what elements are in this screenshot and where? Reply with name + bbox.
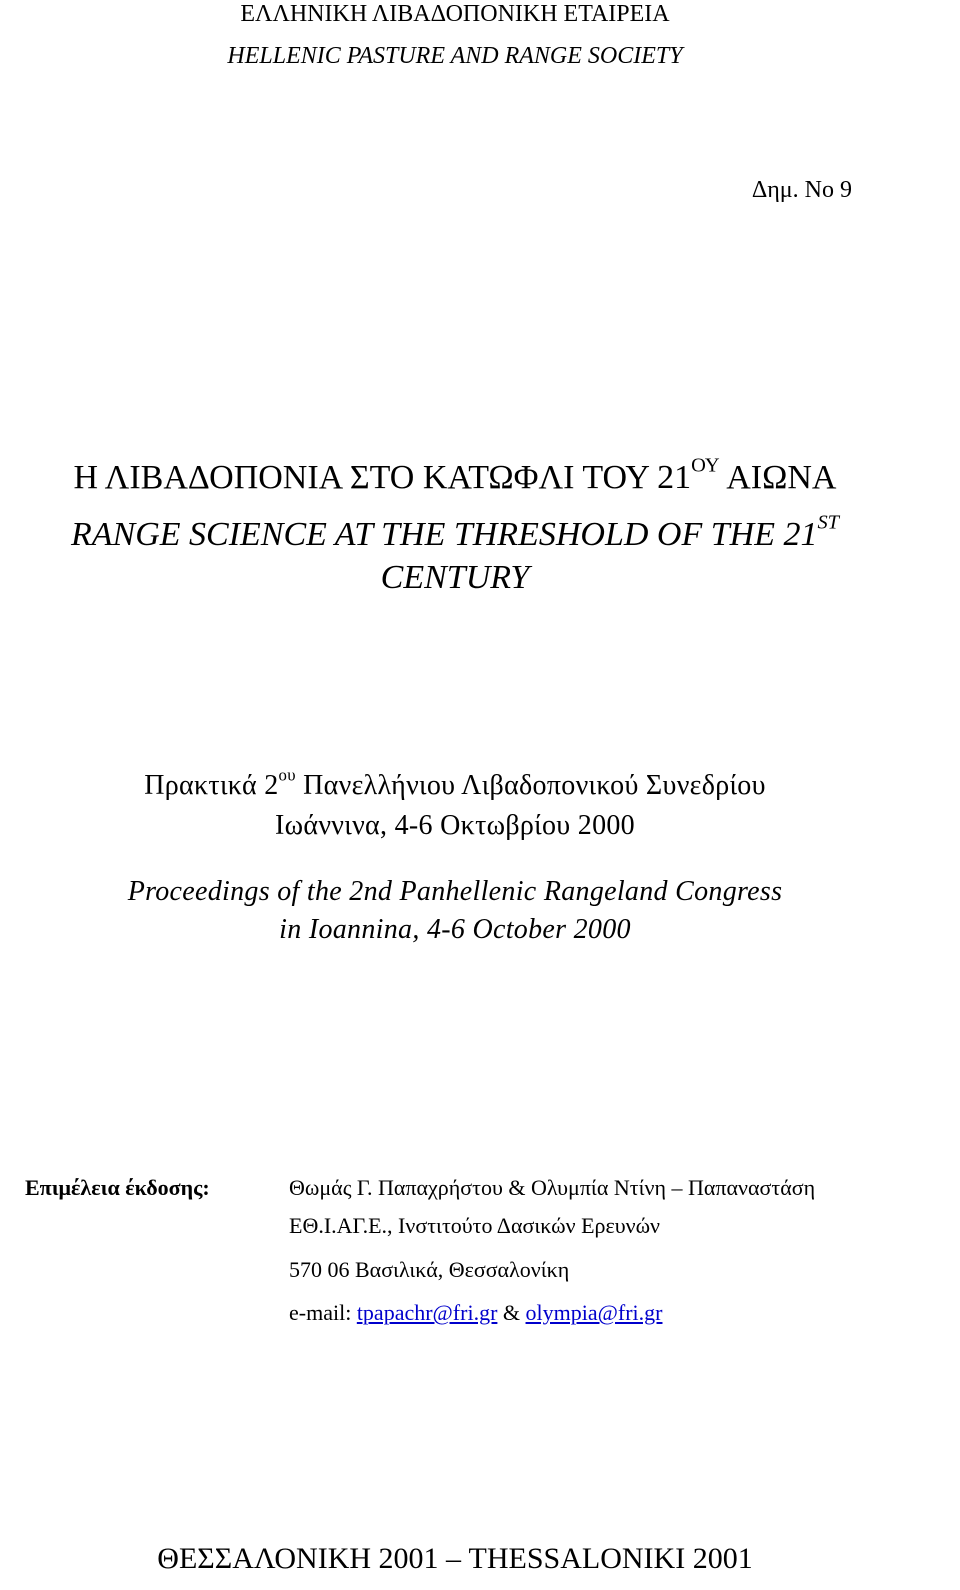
publication-number: Δημ. Νο 9 [751,177,852,203]
title-english-superscript: ST [817,511,840,534]
editors-institute: ΕΘ.Ι.ΑΓ.Ε., Ινστιτούτο Δασικών Ερευνών [289,1213,661,1238]
title-greek-tail: ΑΙΩΝΑ [719,459,837,496]
title-english-line2: CENTURY [380,559,530,596]
editors-email [289,1300,662,1326]
email-link-olympia[interactable]: olympia@fri.gr [525,1300,663,1325]
proceedings-greek-superscript: ου [278,765,296,785]
title-greek-superscript: ΟΥ [691,454,720,477]
editors-names: Θωμάς Γ. Παπαχρήστου & Ολυμπία Ντίνη – Παπαναστάση [289,1175,816,1200]
title-english-main: RANGE SCIENCE AT THE THRESHOLD OF THE 21 [70,516,818,553]
title-greek-main: Η ΛΙΒΑΔΟΠΟΝΙΑ ΣΤΟ ΚΑΤΩΦΛΙ ΤΟΥ 21 [73,459,692,496]
society-name-greek: ΕΛΛΗΝΙΚΗ ΛΙΒΑΔΟΠΟΝΙΚΗ ΕΤΑΙΡΕΙΑ [240,1,670,27]
title-greek [0,454,910,498]
title-english [0,511,910,555]
proceedings-greek-pre: Πρακτικά 2 [144,770,279,801]
society-name-english: HELLENIC PASTURE AND RANGE SOCIETY [227,43,683,69]
proceedings-greek-post: Πανελλήνιου Λιβαδοπονικού Συνεδρίου [295,770,766,801]
email-link-tpapachr[interactable]: tpapachr@fri.gr [356,1300,498,1325]
proceedings-english-location-date: in Ioannina, 4-6 October 2000 [279,914,631,945]
proceedings-greek [0,765,910,802]
email-label: e-mail: [289,1300,357,1325]
editors-label: Επιμέλεια έκδοσης: [25,1175,210,1200]
editors-address: 570 06 Βασιλικά, Θεσσαλονίκη [289,1257,570,1282]
proceedings-greek-location-date: Ιωάννινα, 4-6 Οκτωβρίου 2000 [275,810,635,841]
proceedings-english: Proceedings of the 2nd Panhellenic Rangeland Congress [127,876,783,907]
footer-place-date: ΘΕΣΣΑΛΟΝΙΚΗ 2001 – THESSALONIKI 2001 [157,1542,753,1575]
email-separator: & [497,1300,526,1325]
